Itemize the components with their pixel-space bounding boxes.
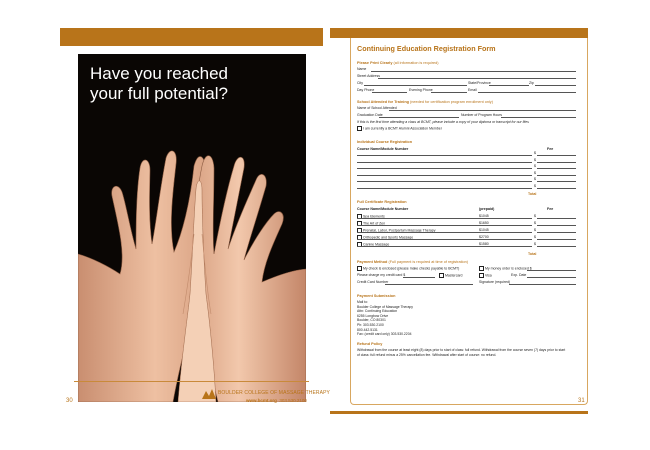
- visa-checkbox[interactable]: [479, 273, 484, 278]
- cert-total: Total: [528, 252, 537, 256]
- check-checkbox[interactable]: [357, 266, 362, 271]
- day-phone-label: Day Phone: [357, 88, 375, 92]
- currency-symbol: $: [534, 157, 536, 162]
- exp-date-label: Exp. Date: [511, 273, 527, 277]
- cert-row-rule: [357, 246, 532, 247]
- course-fee-field[interactable]: [537, 155, 576, 156]
- currency-symbol: $: [534, 170, 536, 175]
- email-label: Email: [468, 88, 477, 92]
- cert-row-rule: [357, 225, 532, 226]
- currency-symbol: $: [534, 177, 536, 181]
- city-label: City: [357, 81, 364, 85]
- evening-phone-label: Evening Phone: [409, 88, 433, 92]
- charge-label: Please charge my credit card $: [357, 273, 406, 277]
- signature-field[interactable]: [509, 284, 576, 285]
- cert-fee-field[interactable]: [537, 246, 576, 247]
- currency-symbol: $: [534, 164, 536, 168]
- day-phone-field[interactable]: [372, 92, 407, 93]
- course-name-field[interactable]: [357, 155, 532, 156]
- refund-heading: Refund Policy: [357, 342, 383, 346]
- print-clearly-heading: Please Print Clearly (all information is required): [357, 61, 439, 65]
- cert-row-rule: [357, 232, 532, 233]
- page-number-right: 31: [578, 398, 585, 404]
- hands-illustration: [78, 54, 306, 402]
- cert-row-rule: [357, 218, 532, 219]
- payment-heading: Payment Method (Full payment is required at time of registration): [357, 260, 469, 264]
- cert-fee-field[interactable]: [537, 239, 576, 240]
- exp-date-field[interactable]: [527, 277, 576, 278]
- phone-number: 303.530.2100: [279, 398, 307, 403]
- mastercard-option[interactable]: Mastercard: [439, 273, 463, 278]
- cert-course-name: Spa Elements: [363, 214, 385, 219]
- individual-heading: Individual Course Registration: [357, 140, 413, 144]
- card-number-field[interactable]: [385, 284, 473, 285]
- mailing-address: Mail to: Boulder College of Massage Therapy Attn: Continuing Education 6255 Longbow Drive Boulder, CO 80301 Ph: 303.530.2100 800.442.5131 Fax: (credit card only) 303.530.2204: [357, 300, 413, 337]
- visa-option[interactable]: Visa: [479, 273, 492, 278]
- signature-label: Signature (required): [479, 280, 511, 284]
- mastercard-checkbox[interactable]: [439, 273, 444, 278]
- course-name-field[interactable]: [357, 162, 532, 163]
- alumni-checkbox[interactable]: [357, 126, 362, 131]
- card-number-label: Credit Card Number: [357, 280, 389, 284]
- cert-course-price: $1650: [479, 221, 489, 225]
- currency-symbol: $: [534, 221, 536, 225]
- headline-line-1: Have you reached: [90, 64, 228, 83]
- zip-label: Zip: [529, 81, 534, 85]
- cert-course-price: $1045: [479, 214, 489, 218]
- state-field[interactable]: [489, 85, 529, 86]
- top-color-bar: [60, 28, 323, 46]
- school-name-field[interactable]: [389, 110, 576, 111]
- program-hours-field[interactable]: [501, 117, 576, 118]
- grad-date-label: Graduation Date: [357, 113, 383, 117]
- individual-col-name: Course Name/Module Number: [357, 147, 409, 151]
- course-fee-field[interactable]: [537, 162, 576, 163]
- currency-symbol: $: [534, 151, 536, 155]
- cert-fee-field[interactable]: [537, 225, 576, 226]
- course-name-field[interactable]: [357, 175, 532, 176]
- right-page: [330, 28, 588, 414]
- course-name-field[interactable]: [357, 188, 532, 189]
- page-number-left: 30: [66, 398, 73, 404]
- school-name-label: Name of School Attended: [357, 106, 397, 110]
- cert-course-name: Orthopedic and Sports Massage: [363, 235, 414, 240]
- logo-text: BOULDER COLLEGE OF MASSAGE THERAPY: [218, 390, 330, 396]
- submission-heading: Payment Submission: [357, 294, 396, 298]
- name-label: Name: [357, 67, 367, 71]
- cert-row-rule: [357, 239, 532, 240]
- alumni-option[interactable]: I am currently a BCMT Alumni Association Member: [357, 126, 442, 131]
- currency-symbol: $: [534, 183, 536, 188]
- cert-course-name: Prenatal, Labor, Postpartum Massage Therapy: [363, 228, 436, 233]
- refund-text: Withdrawal from the course at least eight (8) days prior to start of class: full refund. Withdrawal from the course seven (7) days prior to start of class: full refund minus a 25% cancellation fee. Withdrawal after start of course: no refund.: [357, 348, 566, 357]
- full-cert-heading: Full Certificate Registration: [357, 200, 407, 204]
- currency-symbol: $: [534, 214, 536, 218]
- course-fee-field[interactable]: [537, 168, 576, 169]
- cert-course-name: The Art of Zen: [363, 221, 386, 226]
- course-fee-field[interactable]: [537, 181, 576, 182]
- cert-fee-field[interactable]: [537, 232, 576, 233]
- cert-course-name: Canine Massage: [363, 242, 390, 247]
- state-label: State/Province: [468, 81, 491, 85]
- course-name-field[interactable]: [357, 181, 532, 182]
- evening-phone-field[interactable]: [431, 92, 467, 93]
- course-name-field[interactable]: [357, 168, 532, 169]
- cert-course-price: $2700: [479, 235, 489, 239]
- cert-col-fee: Fee: [547, 207, 554, 211]
- course-fee-field[interactable]: [537, 175, 576, 176]
- money-order-checkbox[interactable]: [479, 266, 484, 271]
- grad-date-field[interactable]: [379, 117, 459, 118]
- top-color-bar-right: [330, 28, 588, 38]
- money-order-option[interactable]: My money order is enclosed $: [479, 266, 532, 271]
- currency-symbol: $: [534, 228, 536, 232]
- email-field[interactable]: [478, 92, 576, 93]
- registration-form: [350, 38, 588, 405]
- cert-course-price: $1045: [479, 228, 489, 232]
- website-link[interactable]: www.bcmt.org: [246, 398, 277, 403]
- form-title: Continuing Education Registration Form: [357, 44, 496, 53]
- logo-icon: [202, 389, 216, 399]
- individual-total: Total: [528, 192, 537, 196]
- school-heading: School Attended for Training (needed for certification program enrollment only): [357, 100, 493, 104]
- cert-fee-field[interactable]: [537, 218, 576, 219]
- money-order-amount-field[interactable]: [527, 270, 576, 271]
- praying-hands-photo: [78, 54, 306, 402]
- program-hours-label: Number of Program Hours: [461, 113, 503, 117]
- headline-line-2: your full potential?: [90, 84, 228, 103]
- check-option[interactable]: My check is enclosed (please make checks payable to BCMT): [357, 266, 459, 271]
- course-fee-field[interactable]: [537, 188, 576, 189]
- cert-col-prepaid: (prepaid): [479, 207, 495, 211]
- first-time-note: If this is the first time attending a class at BCMT, please include a copy of your diploma or transcript for our files: [357, 120, 529, 124]
- street-label: Street Address: [357, 74, 380, 78]
- cert-course-price: $1580: [479, 242, 489, 246]
- zip-field[interactable]: [535, 85, 576, 86]
- city-field[interactable]: [364, 85, 467, 86]
- cert-col-name: Course Name/Module Number: [357, 207, 409, 211]
- bottom-color-bar: [330, 411, 588, 414]
- charge-amount-field[interactable]: [403, 277, 435, 278]
- currency-symbol: $: [534, 235, 536, 239]
- street-field[interactable]: [378, 78, 576, 79]
- footer-rule: [74, 381, 309, 382]
- contact-line: [246, 398, 307, 403]
- name-field[interactable]: [371, 71, 576, 72]
- currency-symbol: $: [534, 242, 536, 246]
- individual-col-fee: Fee: [547, 147, 554, 151]
- left-page: [60, 28, 330, 414]
